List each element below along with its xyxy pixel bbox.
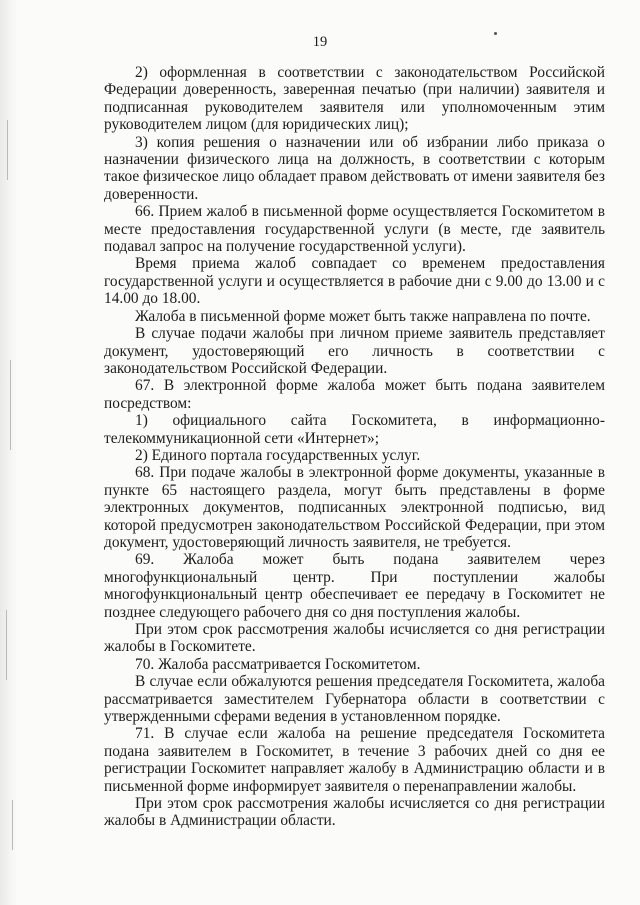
scan-artifact <box>12 800 13 850</box>
paragraph: 2) Единого портала государственных услуг. <box>135 446 421 464</box>
paragraph: 1) официального сайта Госкомитета, в информационно-телекоммуникационной сети «Интернет»; <box>104 412 605 447</box>
paragraph: 2) оформленная в соответствии с законодательством Российской Федерации доверенность, заверенная печатью (при наличии) заявителя и подписанная руководителем заявителя или уполномоченным этим руководителем лицом (для юридических лиц); <box>104 64 605 134</box>
paragraph: При этом срок рассмотрения жалобы исчисляется со дня регистрации жалобы в Госкомитете. <box>104 621 605 656</box>
document-body <box>104 64 605 830</box>
scan-artifact <box>10 360 11 450</box>
paragraph: 71. В случае если жалоба на решение председателя Госкомитета подана заявителем в Госкомитет, в течение 3 рабочих дней со дня ее регистрации Госкомитет направляет жалобу в Администрацию области и в письменной форме информирует заявителя о перенаправлении жалобы. <box>104 725 605 795</box>
paragraph: 68. При подаче жалобы в электронной форме документы, указанные в пункте 65 настоящего раздела, могут быть представлены в форме электронных документов, подписанных электронной подписью, вид которой предусмотрен законодательством Российской Федерации, при этом документ, удостоверяющий личность заявителя, не требуется. <box>104 464 605 551</box>
paragraph: При этом срок рассмотрения жалобы исчисляется со дня регистрации жалобы в Администрации области. <box>104 795 605 830</box>
scan-margin-shadow <box>0 0 18 905</box>
page-number: 19 <box>312 34 328 50</box>
scan-artifact <box>7 120 8 180</box>
paragraph: Время приема жалоб совпадает со временем предоставления государственной услуги и осуществляется в рабочие дни с 9.00 до 13.00 и с 14.00 до 18.00. <box>104 255 605 308</box>
paragraph: 69. Жалоба может быть подана заявителем через многофункциональный центр. При поступлении жалобы многофункциональный центр обеспечивает ее передачу в Госкомитет не позднее следующего рабочего дня со дня поступления жалобы. <box>104 551 605 621</box>
paragraph: В случае подачи жалобы при личном приеме заявитель представляет документ, удостоверяющий его личность в соответствии с законодательством Российской Федерации. <box>104 325 605 377</box>
paragraph: 70. Жалоба рассматривается Госкомитетом. <box>135 655 421 673</box>
paragraph: 3) копия решения о назначении или об избрании либо приказа о назначении физического лица на должность, в соответствии с которым такое физическое лицо обладает правом действовать от имени заявителя без доверенности. <box>104 133 605 203</box>
paragraph: Жалоба в письменной форме может быть также направлена по почте. <box>135 307 591 325</box>
scan-artifact <box>6 610 7 680</box>
paragraph: 66. Прием жалоб в письменной форме осуществляется Госкомитетом в месте предоставления государственной услуги (в месте, где заявитель подавал запрос на получение государственной услуги). <box>104 203 605 256</box>
paragraph: 67. В электронной форме жалоба может быть подана заявителем посредством: <box>104 377 605 412</box>
paragraph: В случае если обжалуются решения председателя Госкомитета, жалоба рассматривается заместителем Губернатора области в соответствии с утвержденными сферами ведения в установленном порядке. <box>104 673 605 726</box>
